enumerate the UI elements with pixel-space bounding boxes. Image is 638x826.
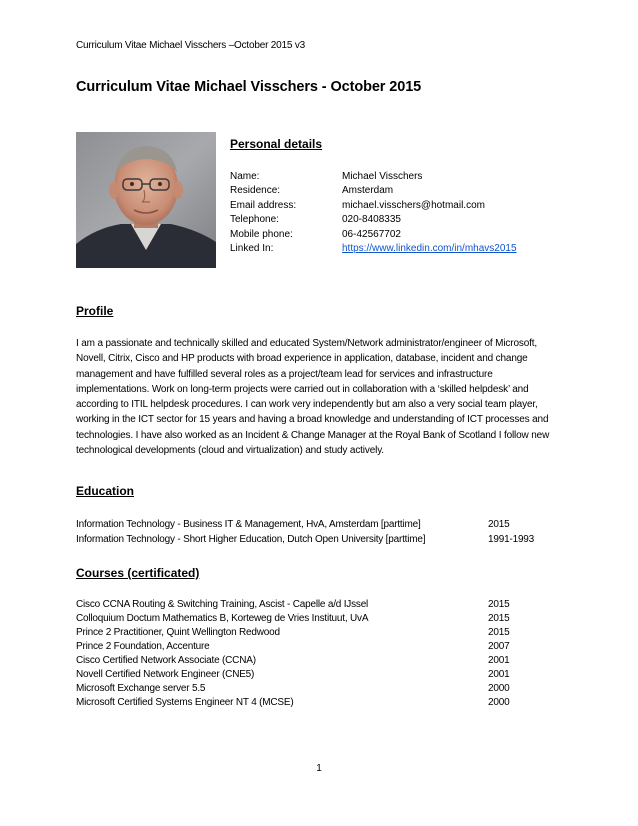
course-item [76,612,509,626]
course-year: 2000 [488,683,510,694]
profile-heading: Profile [76,304,114,318]
course-year: 2007 [488,641,510,652]
course-label: Microsoft Exchange server 5.5 [76,683,206,694]
course-item [76,682,509,696]
course-item [76,668,509,682]
personal-details-heading: Personal details [230,137,323,151]
course-year: 2001 [488,655,510,666]
document-title: Curriculum Vitae Michael Visschers - October 2015 [76,79,422,95]
course-item [76,696,509,710]
details-label: Mobile phone: [230,228,293,240]
profile-text: I am a passionate and technically skilled and educated System/Network administrator/engineer of Microsoft, Novell, Citrix, Cisco and HP products with broad experience in application, database, incident and change management and have fulfilled several roles as a project/team lead for services and infrastructure implementations. Work on long-term projects were carried out in collaboration with a ‘skilled helpdesk’ and according to ITIL helpdesk procedures. I can work very independently but am also a very social team player, working in the ICT sector for 15 years and having a broad knowledge and understanding of ICT processes and technologies. I have also worked as an Incident & Change Manager at the Royal Bank of Scotland I follow new technological developments (cloud and virtualization) and study actively. [76,338,550,457]
details-row-linkedin [230,242,517,256]
course-label: Cisco Certified Network Associate (CCNA) [76,655,256,666]
profile-photo [76,132,216,268]
details-value: 06-42567702 [342,228,401,240]
education-label: Information Technology - Business IT & Management, HvA, Amsterdam [parttime] [76,519,421,530]
courses-list [76,598,509,710]
education-item [76,532,534,547]
details-label: Telephone: [230,214,279,226]
personal-details-table [230,170,517,256]
course-label: Microsoft Certified Systems Engineer NT 4 (MCSE) [76,697,294,708]
education-item [76,517,534,532]
course-year: 2001 [488,669,510,680]
education-list [76,517,534,547]
details-value: michael.visschers@hotmail.com [342,199,485,211]
details-value: Michael Visschers [342,171,423,182]
details-label: Email address: [230,199,297,211]
details-row-telephone [230,213,517,227]
course-label: Colloquium Doctum Mathematics B, Korteweg de Vries Instituut, UvA [76,613,369,624]
course-label: Prince 2 Practitioner, Quint Wellington Redwood [76,627,280,638]
course-item [76,640,509,654]
details-label: Linked In: [230,243,274,255]
course-year: 2015 [488,599,510,610]
course-label: Prince 2 Foundation, Accenture [76,641,210,652]
details-row-name [230,170,517,184]
courses-heading: Courses (certificated) [76,566,200,580]
details-row-residence [230,184,517,198]
details-label: Name: [230,171,260,182]
details-row-email [230,199,517,213]
education-year: 2015 [488,519,510,530]
education-heading: Education [76,484,135,498]
course-label: Novell Certified Network Engineer (CNE5) [76,669,255,680]
details-label: Residence: [230,185,281,197]
page-header: Curriculum Vitae Michael Visschers –October 2015 v3 [76,40,305,51]
details-value: Amsterdam [342,185,394,197]
education-label: Information Technology - Short Higher Education, Dutch Open University [parttime] [76,534,426,545]
course-item [76,598,509,612]
course-item [76,654,509,668]
linkedin-link[interactable]: https://www.linkedin.com/in/mhavs2015 [342,243,517,255]
details-value: 020-8408335 [342,214,401,226]
education-year: 1991-1993 [488,534,535,545]
course-year: 2015 [488,613,510,624]
course-year: 2015 [488,627,510,638]
details-row-mobile [230,228,517,242]
course-item [76,626,509,640]
course-label: Cisco CCNA Routing & Switching Training, Ascist - Capelle a/d IJssel [76,599,369,610]
course-year: 2000 [488,697,510,708]
page-number: 1 [316,763,322,774]
